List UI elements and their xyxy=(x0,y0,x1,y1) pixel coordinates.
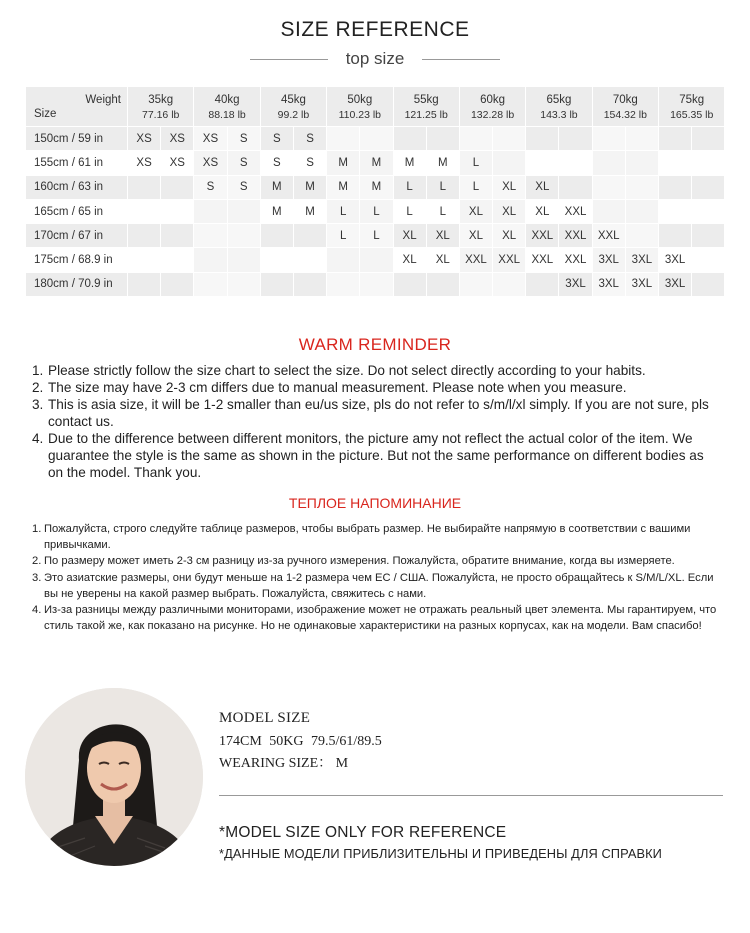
size-table-row xyxy=(26,224,725,248)
size-cell: XXL xyxy=(592,224,625,248)
size-cell xyxy=(625,151,658,175)
size-cell: 3XL xyxy=(625,248,658,272)
size-cell xyxy=(625,127,658,151)
size-cell xyxy=(659,199,692,223)
size-cell xyxy=(692,151,725,175)
weight-header xyxy=(592,87,658,127)
reminder-item xyxy=(32,570,722,602)
reminder-item-number: 3. xyxy=(32,571,42,584)
size-cell: XXL xyxy=(559,199,592,223)
weight-lb: 99.2 lb xyxy=(277,109,310,121)
subtitle-row xyxy=(0,48,750,70)
warm-reminder-ru-title: ТЕПЛОЕ НАПОМИНАНИЕ xyxy=(288,495,462,511)
size-table-header-row xyxy=(26,87,725,127)
size-cell xyxy=(293,224,326,248)
size-cell: S xyxy=(293,127,326,151)
size-cell: XS xyxy=(194,127,227,151)
size-cell xyxy=(559,151,592,175)
size-cell xyxy=(227,199,260,223)
size-cell xyxy=(692,224,725,248)
size-cell xyxy=(161,224,194,248)
weight-kg: 70kg xyxy=(612,94,638,106)
model-photo xyxy=(25,688,203,866)
size-cell: 3XL xyxy=(659,272,692,296)
size-cell xyxy=(360,127,393,151)
size-cell xyxy=(327,272,360,296)
size-cell xyxy=(659,175,692,199)
reminder-item-text: The size may have 2-3 cm differs due to manual measurement. Please note when you measure. xyxy=(48,380,627,395)
size-cell: XL xyxy=(393,248,426,272)
size-table-row xyxy=(26,248,725,272)
size-cell xyxy=(128,224,161,248)
size-cell xyxy=(360,248,393,272)
size-cell xyxy=(526,151,559,175)
size-cell: L xyxy=(426,199,459,223)
size-cell xyxy=(659,224,692,248)
weight-header xyxy=(459,87,525,127)
size-cell: XL xyxy=(493,175,526,199)
weight-lb: 143.3 lb xyxy=(540,109,578,121)
size-cell: L xyxy=(360,199,393,223)
size-cell xyxy=(659,127,692,151)
size-cell: XL xyxy=(493,224,526,248)
size-table-row xyxy=(26,199,725,223)
reminder-item-text: Это азиатские размеры, они будут меньше на 1-2 размера чем ЕС / США. Пожалуйста, не просто обращайтесь к S/M/L/XL. Если вы не уверены на какой размер выбрать. Пожалуйста, свяжитесь с нами. xyxy=(44,571,714,600)
size-table-row xyxy=(26,175,725,199)
size-cell xyxy=(327,248,360,272)
size-cell: L xyxy=(426,175,459,199)
size-cell xyxy=(493,272,526,296)
size-cell: M xyxy=(293,199,326,223)
size-cell xyxy=(227,248,260,272)
weight-header xyxy=(659,87,725,127)
weight-lb: 132.28 lb xyxy=(470,109,515,121)
size-cell: S xyxy=(194,175,227,199)
size-cell: S xyxy=(227,175,260,199)
size-cell xyxy=(161,272,194,296)
reminder-item-text: This is asia size, it will be 1-2 smaller than eu/us size, pls do not refer to s/m/l/xl simply. If you are not sure, pls contact us. xyxy=(48,397,709,429)
size-cell xyxy=(692,199,725,223)
subtitle-left-rule xyxy=(250,59,328,60)
size-cell xyxy=(692,248,725,272)
warm-reminder-title: WARM REMINDER xyxy=(298,335,452,354)
weight-lb: 88.18 lb xyxy=(208,109,246,121)
size-cell xyxy=(592,127,625,151)
size-cell xyxy=(659,151,692,175)
reminder-item-text: Из-за разницы между различными мониторами, изображение может не отражать реальный цвет элемента. Мы гарантируем, что стиль такой же, как показано на рисунке. Но не одинаковые характеристики на разных корпусах, как на модели. Вам спасибо! xyxy=(44,604,717,633)
size-cell: M xyxy=(327,175,360,199)
size-cell xyxy=(493,127,526,151)
size-cell xyxy=(194,248,227,272)
weight-lb: 121.25 lb xyxy=(404,109,448,121)
size-cell: L xyxy=(393,199,426,223)
size-cell: M xyxy=(293,175,326,199)
weight-lb: 154.32 lb xyxy=(603,109,647,121)
size-cell: L xyxy=(459,175,492,199)
size-cell xyxy=(260,224,293,248)
size-cell: M xyxy=(360,175,393,199)
page-subtitle: top size xyxy=(345,49,405,68)
weight-lb: 77.16 lb xyxy=(142,109,180,121)
reminder-item xyxy=(32,521,722,553)
size-cell: XS xyxy=(161,151,194,175)
model-wearing-size: WEARING SIZE： M xyxy=(219,756,349,771)
size-cell: L xyxy=(360,224,393,248)
weight-label: Weight xyxy=(85,94,121,106)
size-cell xyxy=(327,127,360,151)
model-portrait-illustration xyxy=(25,688,203,866)
size-cell xyxy=(426,127,459,151)
size-cell: L xyxy=(393,175,426,199)
warm-reminder-list xyxy=(32,362,722,481)
reminder-item-text: Please strictly follow the size chart to select the size. Do not select directly according to your habits. xyxy=(48,363,646,378)
size-cell xyxy=(393,127,426,151)
size-cell: XXL xyxy=(526,248,559,272)
size-cell: XL xyxy=(459,199,492,223)
size-cell xyxy=(194,224,227,248)
size-cell xyxy=(194,272,227,296)
size-cell xyxy=(128,272,161,296)
weight-kg: 40kg xyxy=(214,94,240,106)
size-cell: M xyxy=(260,199,293,223)
reminder-item-number: 2. xyxy=(32,555,42,568)
weight-header xyxy=(128,87,194,127)
size-cell: S xyxy=(227,151,260,175)
size-cell xyxy=(293,248,326,272)
weight-lb: 110.23 lb xyxy=(338,109,382,121)
size-table-corner xyxy=(26,87,128,127)
size-cell: XXL xyxy=(526,224,559,248)
size-cell: XS xyxy=(128,151,161,175)
reminder-item-text: По размеру может иметь 2-3 см разницу из-за ручного измерения. Пожалуйста, обратите внимание, когда вы измеряете. xyxy=(44,555,675,568)
size-cell: M xyxy=(260,175,293,199)
size-cell xyxy=(227,224,260,248)
size-cell xyxy=(426,272,459,296)
size-cell xyxy=(260,248,293,272)
size-cell xyxy=(393,272,426,296)
size-cell xyxy=(293,272,326,296)
size-cell xyxy=(128,248,161,272)
reminder-item xyxy=(32,430,722,481)
weight-header xyxy=(260,87,326,127)
size-cell: S xyxy=(293,151,326,175)
size-cell: XS xyxy=(128,127,161,151)
reminder-item-number: 4. xyxy=(32,431,44,446)
reminder-item-text: Пожалуйста, строго следуйте таблице размеров, чтобы выбрать размер. Не выбирайте напрямую в соответствии с вашими привычками. xyxy=(44,523,691,552)
reminder-item xyxy=(32,553,722,569)
size-label: Size xyxy=(34,108,57,120)
size-cell xyxy=(625,175,658,199)
weight-header xyxy=(327,87,393,127)
reminder-item-number: 1. xyxy=(32,523,42,535)
size-cell: L xyxy=(459,151,492,175)
weight-lb: 165.35 lb xyxy=(670,109,714,121)
weight-kg: 75kg xyxy=(679,94,705,106)
size-cell xyxy=(493,151,526,175)
weight-header xyxy=(526,87,592,127)
weight-kg: 60kg xyxy=(480,94,506,106)
model-note-en: *MODEL SIZE ONLY FOR REFERENCE xyxy=(219,824,507,841)
size-cell xyxy=(227,272,260,296)
size-cell xyxy=(592,175,625,199)
height-label: 165cm / 65 in xyxy=(26,199,128,223)
page-title: SIZE REFERENCE xyxy=(280,18,470,41)
size-cell: XL xyxy=(459,224,492,248)
size-cell xyxy=(625,199,658,223)
size-cell xyxy=(128,199,161,223)
weight-kg: 65kg xyxy=(546,94,572,106)
size-cell xyxy=(360,272,393,296)
size-cell: XXL xyxy=(459,248,492,272)
size-cell: XL xyxy=(426,224,459,248)
warm-reminder-ru-list xyxy=(32,521,722,634)
size-cell xyxy=(692,175,725,199)
size-cell: M xyxy=(393,151,426,175)
size-cell: XXL xyxy=(559,248,592,272)
size-cell: XL xyxy=(393,224,426,248)
size-cell xyxy=(161,175,194,199)
size-cell: S xyxy=(227,127,260,151)
reminder-item-number: 1. xyxy=(32,363,44,378)
size-cell: 3XL xyxy=(592,248,625,272)
size-cell: M xyxy=(426,151,459,175)
weight-kg: 55kg xyxy=(413,94,439,106)
height-label: 155cm / 61 in xyxy=(26,151,128,175)
reminder-item-number: 4. xyxy=(32,604,42,617)
size-cell: 3XL xyxy=(592,272,625,296)
size-cell xyxy=(194,199,227,223)
size-cell: L xyxy=(327,199,360,223)
size-cell: XXL xyxy=(559,224,592,248)
reminder-item xyxy=(32,396,722,430)
size-cell xyxy=(526,127,559,151)
height-label: 150cm / 59 in xyxy=(26,127,128,151)
reminder-item-number: 2. xyxy=(32,380,44,395)
size-cell xyxy=(559,127,592,151)
size-cell xyxy=(260,272,293,296)
size-cell xyxy=(128,175,161,199)
size-cell xyxy=(161,248,194,272)
weight-kg: 45kg xyxy=(280,94,306,106)
height-label: 175cm / 68.9 in xyxy=(26,248,128,272)
size-cell: XS xyxy=(161,127,194,151)
height-label: 170cm / 67 in xyxy=(26,224,128,248)
size-table-row xyxy=(26,151,725,175)
size-cell xyxy=(692,272,725,296)
reminder-item xyxy=(32,602,722,634)
size-cell: XL xyxy=(526,175,559,199)
subtitle-right-rule xyxy=(422,59,500,60)
size-cell: XXL xyxy=(493,248,526,272)
size-cell xyxy=(459,127,492,151)
size-chart-table xyxy=(25,86,725,297)
size-cell: 3XL xyxy=(559,272,592,296)
size-cell: XL xyxy=(493,199,526,223)
size-cell: S xyxy=(260,127,293,151)
height-label: 180cm / 70.9 in xyxy=(26,272,128,296)
size-cell xyxy=(692,127,725,151)
reminder-item-text: Due to the difference between different monitors, the picture amy not reflect the actual color of the item. We guarantee the style is the same as shown in the picture. But not the same performance on different bodies as on the model. Thank you. xyxy=(48,431,704,480)
size-cell: M xyxy=(327,151,360,175)
model-note-ru: *ДАННЫЕ МОДЕЛИ ПРИБЛИЗИТЕЛЬНЫ И ПРИВЕДЕНЫ ДЛЯ СПРАВКИ xyxy=(219,846,662,861)
reminder-item xyxy=(32,379,722,396)
size-table-row xyxy=(26,272,725,296)
reminder-item xyxy=(32,362,722,379)
size-cell: L xyxy=(327,224,360,248)
size-cell xyxy=(459,272,492,296)
size-cell xyxy=(559,175,592,199)
size-cell: 3XL xyxy=(625,272,658,296)
weight-header xyxy=(194,87,260,127)
size-cell: S xyxy=(260,151,293,175)
size-cell: M xyxy=(360,151,393,175)
size-cell xyxy=(526,272,559,296)
size-cell xyxy=(592,199,625,223)
weight-header xyxy=(393,87,459,127)
reminder-item-number: 3. xyxy=(32,397,44,412)
model-size-heading: MODEL SIZE xyxy=(219,710,311,726)
size-cell: XL xyxy=(526,199,559,223)
model-divider xyxy=(219,795,723,796)
size-cell: XS xyxy=(194,151,227,175)
size-cell: XL xyxy=(426,248,459,272)
weight-kg: 35kg xyxy=(148,94,174,106)
model-measurements: 174CM 50KG 79.5/61/89.5 xyxy=(219,734,382,749)
size-cell xyxy=(625,224,658,248)
height-label: 160cm / 63 in xyxy=(26,175,128,199)
weight-kg: 50kg xyxy=(347,94,373,106)
size-cell xyxy=(592,151,625,175)
size-cell: 3XL xyxy=(659,248,692,272)
size-table-row xyxy=(26,127,725,151)
size-cell xyxy=(161,199,194,223)
